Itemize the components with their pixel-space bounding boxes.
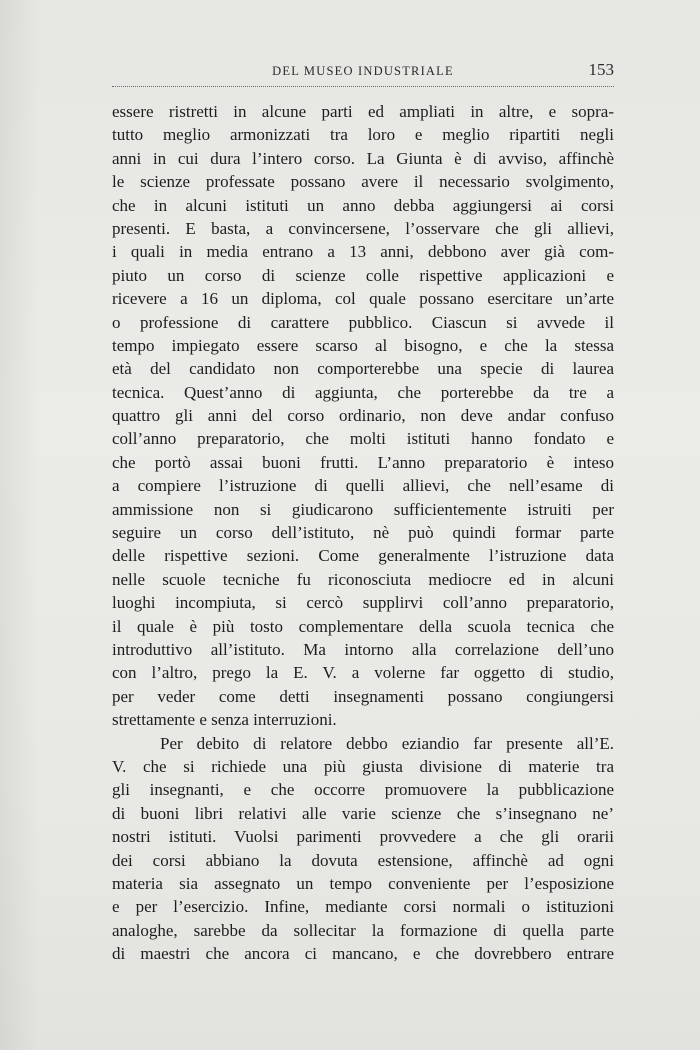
text-line: analoghe, sarebbe da sollecitar la formazione di quella parte bbox=[112, 920, 614, 940]
text-line: materia sia assegnato un tempo conveniente per l’esposizione bbox=[112, 873, 614, 893]
text-line: essere ristretti in alcune parti ed ampliati in altre, e sopra- bbox=[112, 102, 614, 121]
text-line: il quale è più tosto complementare della scuola tecnica che bbox=[112, 616, 614, 636]
text-line: V. che si richiede una più giusta divisione di materie tra bbox=[112, 756, 614, 776]
text-line: presenti. E basta, a convincersene, l’osservare che gli allievi, bbox=[112, 218, 614, 238]
text-line: tempo impiegato essere scarso al bisogno, e che la stessa bbox=[112, 335, 614, 355]
text-line: strettamente e senza interruzioni. bbox=[112, 710, 337, 730]
running-head bbox=[112, 62, 614, 86]
text-line: luoghi incompiuta, si cercò supplirvi coll’anno preparatorio, bbox=[112, 593, 614, 613]
text-line: seguire un corso dell’istituto, nè può quindi formar parte bbox=[112, 523, 614, 543]
text-line: nelle scuole tecniche fu riconosciuta mediocre ed in alcuni bbox=[112, 569, 614, 589]
text-line: Per debito di relatore debbo eziandio far presente all’E. bbox=[160, 733, 614, 753]
text-line: gli insegnanti, e che occorre promuovere la pubblicazione bbox=[112, 780, 614, 800]
text-line: nostri istituti. Vuolsi parimenti provvedere a che gli orarii bbox=[112, 827, 614, 847]
text-line: introduttivo all’istituto. Ma intorno alla correlazione dell’uno bbox=[112, 639, 614, 659]
text-line: età del candidato non comporterebbe una specie di laurea bbox=[112, 359, 614, 379]
text-line: le scienze professate possano avere il necessario svolgimento, bbox=[112, 172, 614, 192]
text-line: per veder come detti insegnamenti possano congiungersi bbox=[112, 686, 614, 706]
text-line: a compiere l’istruzione di quelli allievi, che nell’esame di bbox=[112, 476, 614, 496]
header-rule bbox=[112, 86, 614, 87]
text-line: con l’altro, prego la E. V. a volerne far oggetto di studio, bbox=[112, 663, 614, 683]
text-line: piuto un corso di scienze colle rispettive applicazioni e bbox=[112, 265, 614, 285]
text-line: di buoni libri relativi alle varie scienze che s’insegnano ne’ bbox=[112, 803, 614, 823]
text-line: che portò assai buoni frutti. L’anno preparatorio è inteso bbox=[112, 452, 614, 472]
running-title: DEL MUSEO INDUSTRIALE bbox=[272, 64, 454, 78]
text-line: anni in cui dura l’intero corso. La Giunta è di avviso, affinchè bbox=[112, 148, 614, 168]
text-line: che in alcuni istituti un anno debba aggiungersi ai corsi bbox=[112, 195, 614, 215]
text-line: o professione di carattere pubblico. Ciascun si avvede il bbox=[112, 312, 614, 332]
text-line: di maestri che ancora ci mancano, e che dovrebbero entrare bbox=[112, 944, 614, 964]
text-line: ricevere a 16 un diploma, col quale possano esercitare un’arte bbox=[112, 289, 614, 309]
text-line: tecnica. Quest’anno di aggiunta, che porterebbe da tre a bbox=[112, 382, 614, 402]
page-number: 153 bbox=[588, 60, 614, 79]
text-line: dei corsi abbiano la dovuta estensione, affinchè ad ogni bbox=[112, 850, 614, 870]
page-gutter-shadow bbox=[0, 0, 40, 1050]
text-line: ammissione non si giudicarono sufficientemente istruiti per bbox=[112, 499, 614, 519]
text-line: i quali in media entrano a 13 anni, debbono aver già com- bbox=[112, 242, 614, 262]
text-line: delle rispettive sezioni. Come generalmente l’istruzione data bbox=[112, 546, 614, 566]
body-text bbox=[112, 100, 614, 965]
text-line: coll’anno preparatorio, che molti istituti hanno fondato e bbox=[112, 429, 614, 449]
text-line: quattro gli anni del corso ordinario, non deve andar confuso bbox=[112, 406, 614, 426]
text-line: e per l’esercizio. Infine, mediante corsi normali o istituzioni bbox=[112, 897, 614, 917]
text-line: tutto meglio armonizzati tra loro e meglio ripartiti negli bbox=[112, 125, 614, 145]
